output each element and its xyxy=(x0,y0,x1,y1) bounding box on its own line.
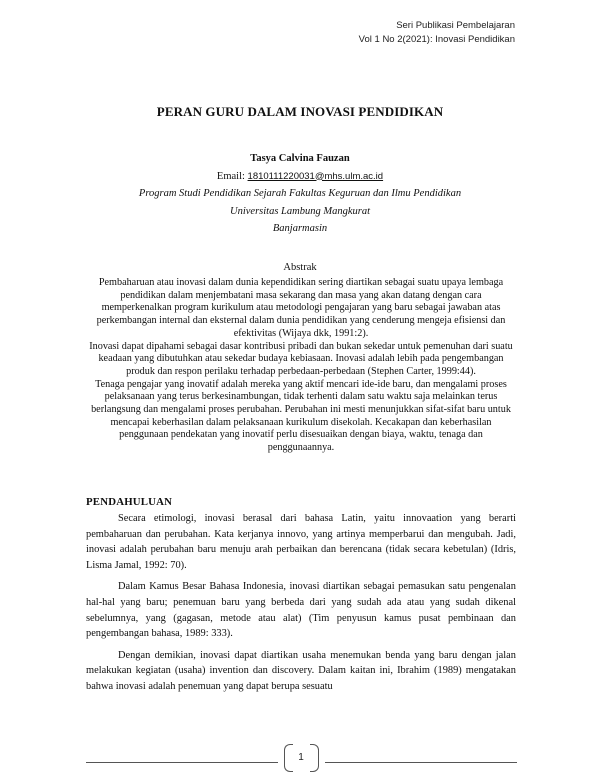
journal-volume: Vol 1 No 2(2021): Inovasi Pendidikan xyxy=(358,34,515,45)
paper-title: PERAN GURU DALAM INOVASI PENDIDIKAN xyxy=(156,104,444,119)
abstract-paragraph: Inovasi dapat dipahami sebagai dasar kontribusi pribadi dan bukan sekedar untuk pemenuhan dari suatu keadaan yang dibutuhkan atau sekedar budaya kebiasaan. Inovasi adalah lebih pada pengembangan produk dan respon perilaku terhadap perbedaan-perbedaan (Stephen Carter, 1999:44). xyxy=(89,340,513,377)
footer-rule-right xyxy=(325,762,517,763)
footer-brace-close xyxy=(310,744,319,772)
section-heading: PENDAHULUAN xyxy=(86,496,173,508)
author-email xyxy=(0,168,600,186)
body-paragraph: Dalam Kamus Besar Bahasa Indonesia, inovasi diartikan sebagai pemasukan satu pengenalan hal-hal yang baru; penemuan baru yang berbeda dari yang sudah ada atau yang sudah dikenal sebelumnya, yang (gagasan, metode atau alat) (Tim penyusun kamus pusat pembinaan dan pengembangan bahasa, 1989: 333). xyxy=(86,581,516,640)
footer-rule-left xyxy=(86,762,278,763)
section-body xyxy=(86,511,516,701)
page-number: 1 xyxy=(298,752,304,763)
abstract-heading: Abstrak xyxy=(283,262,317,273)
running-header xyxy=(359,19,515,47)
email-label: Email: xyxy=(216,170,245,182)
email-link[interactable]: 1810111220031@mhs.ulm.ac.id xyxy=(247,170,384,182)
author-city: Banjarmasin xyxy=(272,223,328,234)
abstract-paragraph: Tenaga pengajar yang inovatif adalah mereka yang aktif mencari ide-ide baru, dan mengalami proses pelaksanaan yang terus berkesinambungan, tidak terhenti dalam satu waktu saja melainkan terus berlangsung dan mengalami proses perubahan. Perubahan ini mesti menunjukkan sifat-sifat baru untuk mencapai keberhasilan dalam pelaksanaan kurikulum disekolah. Kecakapan dan keberhasilan penggunaan pendekatan yang inovatif perlu disesuaikan dengan biaya, waktu, tenaga dan penggunaannya. xyxy=(91,378,511,454)
abstract-body xyxy=(86,277,516,455)
body-paragraph: Secara etimologi, inovasi berasal dari bahasa Latin, yaitu innovaation yang berarti pembaharuan dan perubahan. Kata kerjanya innovo, yang artinya memperbarui dan mengubah. Jadi, inovasi adalah perubahan baru menuju arah perbaikan dan berencana (tidak secara kebetulan) (Idris, Lisma Jamal, 1992: 70). xyxy=(86,513,516,571)
author-block xyxy=(0,150,600,238)
author-program: Program Studi Pendidikan Sejarah Fakultas Keguruan dan Ilmu Pendidikan xyxy=(138,188,462,199)
body-paragraph: Dengan demikian, inovasi dapat diartikan usaha menemukan benda yang baru dengan jalan melakukan kegiatan (usaha) invention dan discovery. Dalam kaitan ini, Ibrahim (1989) mengatakan bahwa inovasi adalah penemuan yang dapat berupa sesuatu xyxy=(86,649,516,692)
journal-series: Seri Publikasi Pembelajaran xyxy=(396,20,515,31)
author-university: Universitas Lambung Mangkurat xyxy=(230,205,370,217)
author-name: Tasya Calvina Fauzan xyxy=(250,153,350,164)
abstract-paragraph: Pembaharuan atau inovasi dalam dunia kependidikan sering diartikan sebagai suatu upaya lembaga pendidikan dalam menjembatani masa sekarang dan masa yang akan datang dengan cara memperkenalkan program kurikulum atau metodologi pengajaran yang baru sebagai jawaban atas perkembangan internal dan eksternal dalam dunia pendidikan yang cenderung mengeja efisiensi dan efektivitas (Wijaya dkk, 1991:2). xyxy=(96,277,506,339)
